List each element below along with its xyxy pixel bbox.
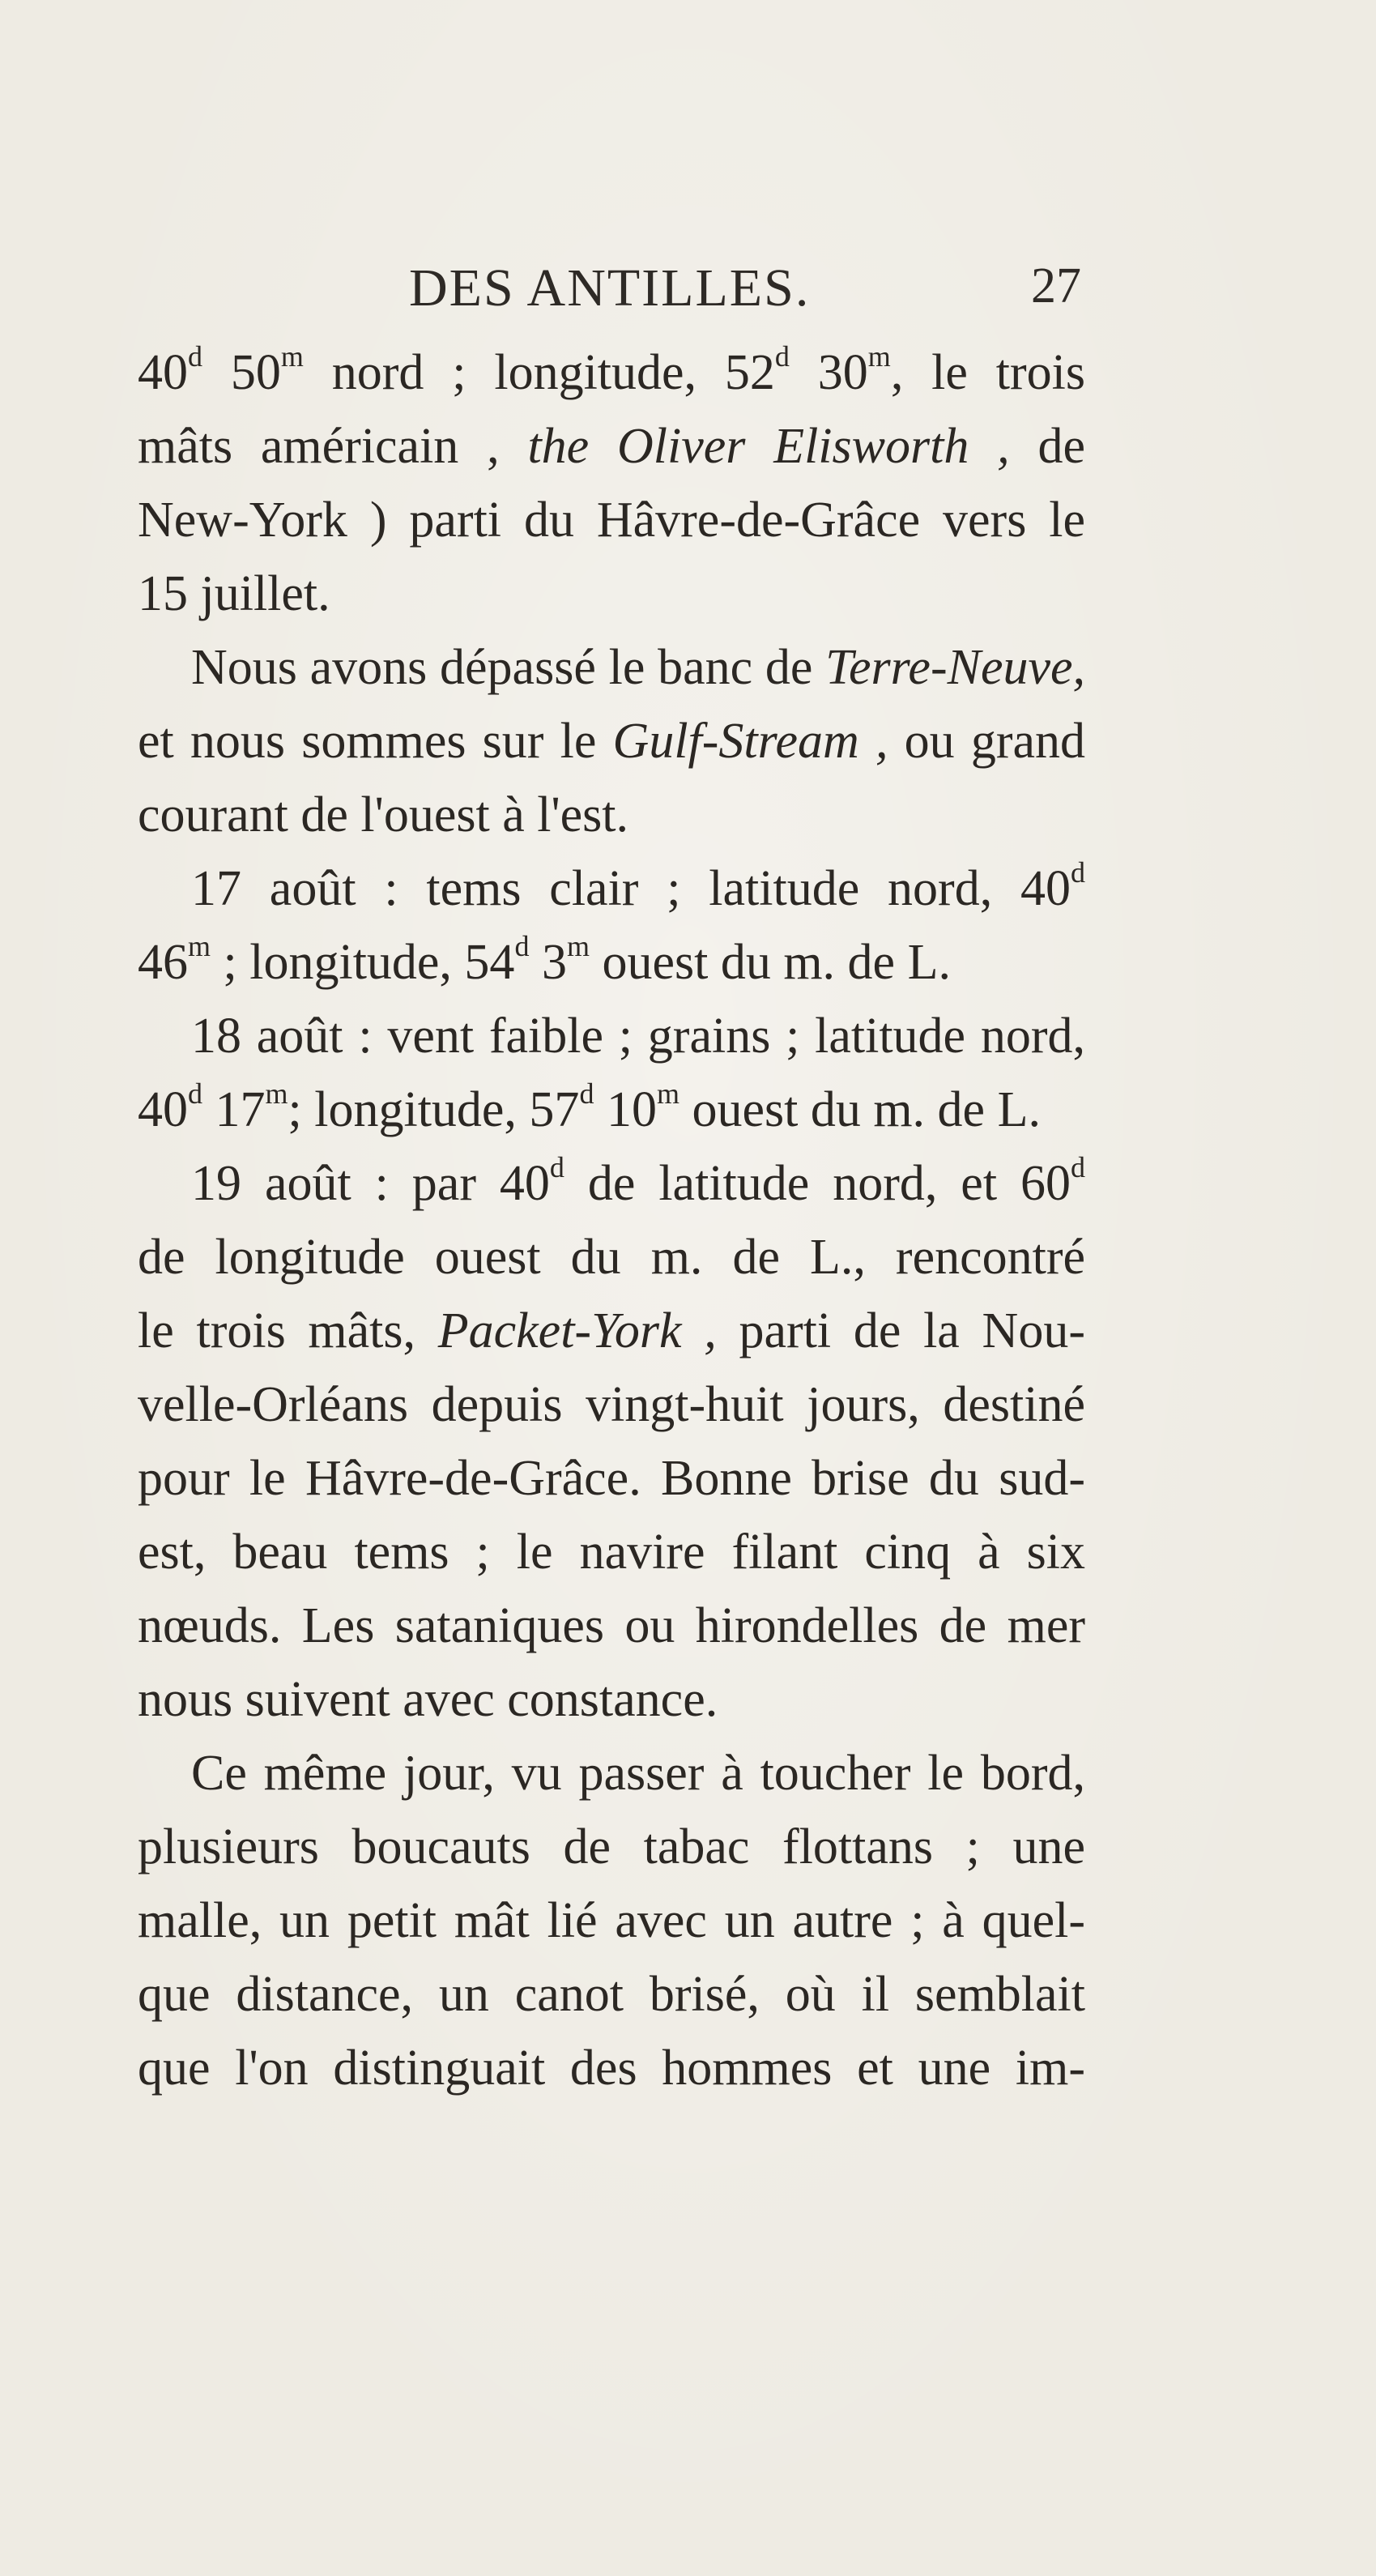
text-run: de longitude ouest du m. de L., rencontré [138, 1230, 1085, 1285]
text-line [138, 557, 1085, 631]
text-run: nœuds. Les sataniques ou hirondelles de mer [138, 1598, 1085, 1653]
text-run: ; longitude, 54 [211, 935, 515, 990]
text-run: Ce même jour, vu passer à toucher le bord, [191, 1746, 1085, 1801]
text-run: Nous avons dépassé le banc de [191, 640, 826, 695]
superscript-unit: m [867, 340, 891, 373]
text-line [138, 1958, 1085, 2032]
text-line [138, 1073, 1085, 1147]
superscript-unit: m [566, 930, 590, 962]
text-line [138, 926, 1085, 1000]
text-line [138, 410, 1085, 484]
text-run: de latitude nord, et 60 [564, 1156, 1071, 1211]
body-text [138, 336, 1085, 2105]
text-line [138, 1663, 1085, 1737]
superscript-unit: m [265, 1077, 288, 1110]
text-run: courant de l'ouest à l'est. [138, 787, 628, 842]
text-run: le trois mâts, [138, 1303, 438, 1358]
italic-text: Terre-Neuve, [825, 640, 1085, 695]
text-line [138, 1294, 1085, 1368]
page-header [409, 258, 1081, 322]
text-run: nous suivent avec constance. [138, 1672, 718, 1727]
superscript-unit: d [188, 340, 202, 373]
italic-text: Packet-York , [437, 1303, 717, 1358]
text-run: ou grand [888, 714, 1085, 769]
text-run: 40 [138, 1082, 188, 1137]
text-run: nord ; longitude, 52 [303, 345, 775, 400]
superscript-unit: d [774, 340, 790, 373]
text-run: mâts américain , [138, 419, 528, 474]
text-run: 15 juillet. [138, 566, 330, 621]
text-line [138, 1442, 1085, 1516]
superscript-unit: m [656, 1077, 679, 1110]
page-number: 27 [1031, 258, 1081, 313]
text-run: 3 [529, 935, 567, 990]
text-run: 30 [789, 345, 868, 400]
text-run: parti de la Nou- [716, 1303, 1085, 1358]
text-line [138, 1000, 1085, 1073]
superscript-unit: m [280, 340, 304, 373]
text-run: pour le Hâvre-de-Grâce. Bonne brise du sud- [138, 1451, 1085, 1506]
text-run: , le trois [890, 345, 1086, 400]
text-run: ; longitude, 57 [288, 1082, 580, 1137]
text-run: velle-Orléans depuis vingt-huit jours, destiné [138, 1377, 1085, 1432]
text-line [138, 336, 1085, 410]
text-run: malle, un petit mât lié avec un autre ; à quel- [138, 1893, 1085, 1948]
italic-text: Gulf-Stream , [612, 714, 888, 769]
text-run: plusieurs boucauts de tabac flottans ; une [138, 1819, 1085, 1874]
text-run: 46 [138, 935, 188, 990]
text-run: et nous sommes sur le [138, 714, 613, 769]
text-line [138, 1737, 1085, 1810]
text-line [138, 484, 1085, 557]
text-line [138, 778, 1085, 852]
text-run: 40 [138, 345, 188, 400]
text-run: ouest du m. de L. [679, 1082, 1041, 1137]
superscript-unit: d [1071, 1151, 1085, 1184]
text-run: que l'on distinguait des hommes et une im- [138, 2041, 1085, 2096]
text-run: 10 [594, 1082, 657, 1137]
text-line [138, 852, 1085, 926]
running-title: DES ANTILLES. [409, 258, 811, 318]
superscript-unit: d [1071, 856, 1085, 889]
text-run: est, beau tems ; le navire filant cinq à six [138, 1525, 1085, 1580]
text-run: que distance, un canot brisé, où il semblait [138, 1967, 1085, 2022]
text-run: ouest du m. de L. [589, 935, 951, 990]
superscript-unit: d [188, 1077, 202, 1110]
superscript-unit: d [549, 1151, 564, 1184]
italic-text: the Oliver Elisworth , [527, 419, 1010, 474]
superscript-unit: m [188, 930, 211, 962]
text-run: 17 [202, 1082, 266, 1137]
text-run: 18 août : vent faible ; grains ; latitude nord, [191, 1009, 1085, 1064]
text-line [138, 1368, 1085, 1442]
text-run: de [1009, 419, 1086, 474]
text-line [138, 1221, 1085, 1294]
text-run: New-York ) parti du Hâvre-de-Grâce vers le [138, 493, 1085, 548]
text-line [138, 631, 1085, 705]
text-line [138, 705, 1085, 778]
text-run: 19 août : par 40 [191, 1156, 550, 1211]
text-run: 17 août : tems clair ; latitude nord, 40 [191, 861, 1071, 916]
text-line [138, 1884, 1085, 1958]
text-line [138, 2032, 1085, 2105]
text-line [138, 1516, 1085, 1589]
text-line [138, 1589, 1085, 1663]
superscript-unit: d [514, 930, 530, 962]
text-line [138, 1810, 1085, 1884]
text-run: 50 [202, 345, 281, 400]
superscript-unit: d [579, 1077, 594, 1110]
text-line [138, 1147, 1085, 1221]
